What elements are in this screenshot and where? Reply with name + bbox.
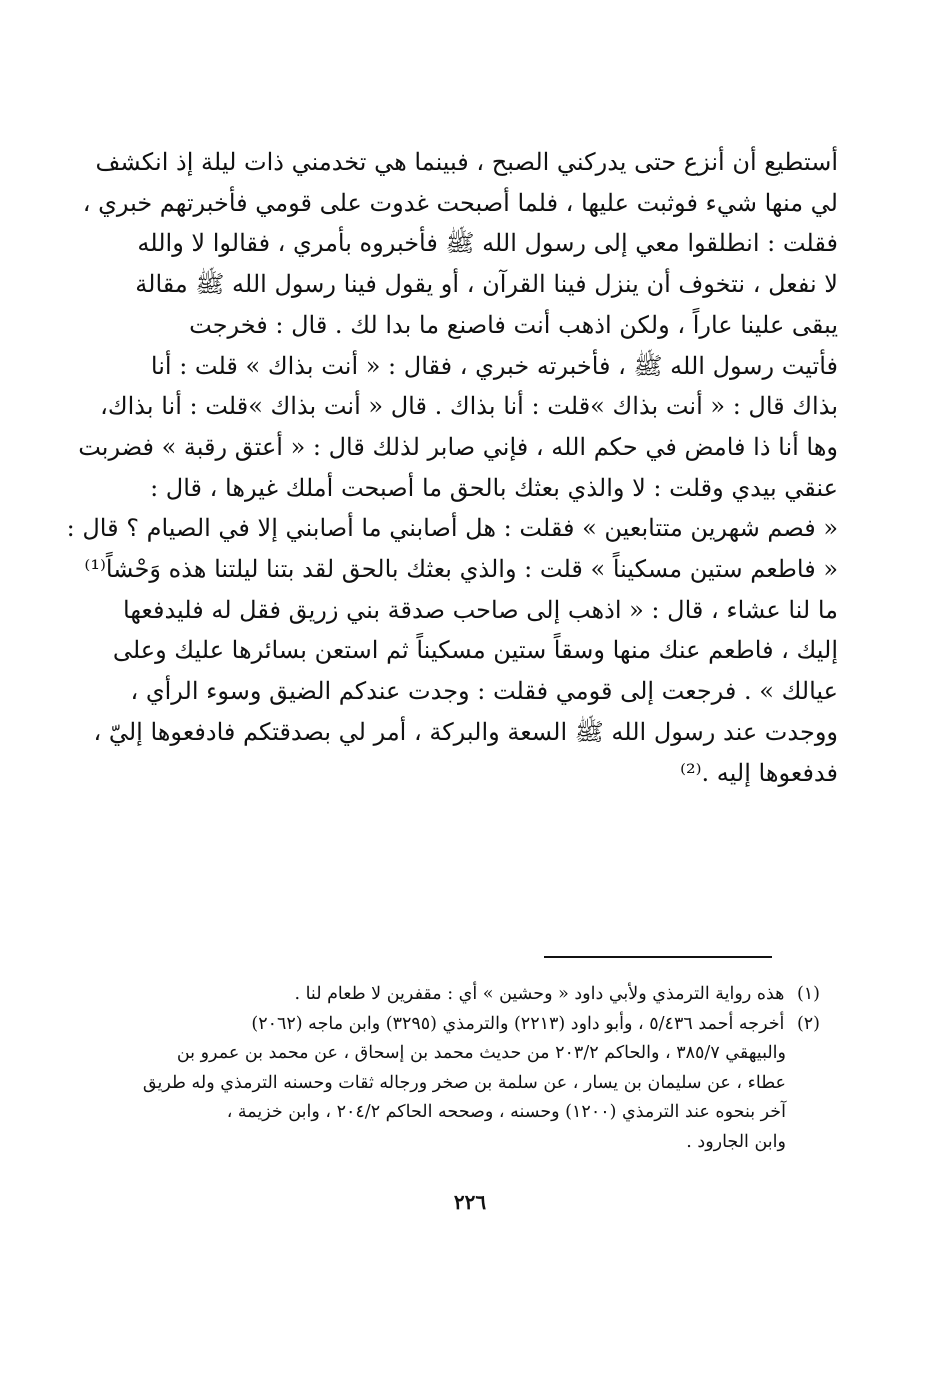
footnote-number: (١) — [796, 984, 820, 1004]
footnote-text: هذه رواية الترمذي ولأبي داود « وحشين » أي : مقفرين لا طعام لنا . — [294, 984, 785, 1004]
text-line: عيالك » . فرجعت إلى قومي فقلت : وجدت عندكم الضيق وسوء الرأي ، — [130, 677, 838, 706]
text-line: ما لنا عشاء ، قال : « اذهب إلى صاحب صدقة بني زريق فقل له فليدفعها — [123, 595, 838, 624]
footnote-separator — [544, 956, 772, 958]
text-line: « فاطعم ستين مسكيناً » قلت : والذي بعثك بالحق لقد بتنا ليلتنا هذه وَحْشاً⁽¹⁾ — [84, 555, 838, 584]
text-line: عنقي بيدي وقلت : لا والذي بعثك بالحق ما أصبحت أملك غيرها ، قال : — [150, 473, 838, 502]
main-text — [66, 142, 838, 793]
text-line: فأتيت رسول الله ﷺ ، فأخبرته خبري ، فقال : « أنت بذاك » قلت : أنا — [150, 351, 838, 380]
text-line: يبقى علينا عاراً ، ولكن اذهب أنت فاصنع ما بدا لك . قال : فخرجت — [189, 310, 838, 339]
text-line: فدفعوها إليه .⁽²⁾ — [680, 758, 838, 787]
page-number: ٢٢٦ — [453, 1190, 487, 1214]
text-line: « فصم شهرين متتابعين » فقلت : هل أصابني ما أصابني إلا في الصيام ؟ قال : — [66, 514, 838, 543]
text-line: ووجدت عند رسول الله ﷺ السعة والبركة ، أمر لي بصدقتكم فادفعوها إليّ ، — [93, 717, 838, 746]
footnote-continuation: والبيهقي ٣٨٥/٧ ، والحاكم ٢٠٣/٢ من حديث محمد بن إسحاق ، عن محمد بن عمرو بن — [176, 1043, 786, 1063]
footnote-2 — [104, 1010, 820, 1040]
text-line: فقلت : انطلقوا معي إلى رسول الله ﷺ فأخبروه بأمري ، فقالوا لا والله — [137, 229, 838, 258]
footnote-number: (٢) — [796, 1013, 820, 1034]
footnote-continuation: عطاء ، عن سليمان بن يسار ، عن سلمة بن صخر ورجاله ثقات وحسنه الترمذي وله طريق — [142, 1072, 786, 1093]
text-line: بذاك قال : « أنت بذاك »قلت : أنا بذاك . قال « أنت بذاك »قلت : أنا بذاك، — [100, 392, 838, 421]
text-line: أستطيع أن أنزع حتى يدركني الصبح ، فبينما هي تخدمني ذات ليلة إذ انكشف — [95, 148, 838, 176]
footnote-1 — [104, 980, 820, 1010]
text-line: لي منها شيء فوثبت عليها ، فلما أصبحت غدوت على قومي فأخبرتهم خبري ، — [82, 188, 838, 217]
text-line: لا نفعل ، نتخوف أن ينزل فينا القرآن ، أو يقول فينا رسول الله ﷺ مقالة — [135, 270, 838, 299]
footnote-continuation: آخر بنحوه عند الترمذي (١٢٠٠) وحسنه ، وصححه الحاكم ٢٠٤/٢ ، وابن خزيمة ، — [226, 1102, 786, 1122]
text-line: إليك ، فاطعم عنك منها وسقاً ستين مسكيناً ثم استعن بسائرها عليك وعلى — [112, 636, 838, 665]
text-line: وها أنا ذا فامض في حكم الله ، فإني صابر لذلك قال : « أعتق رقبة » فضربت — [78, 432, 838, 461]
footnotes — [104, 980, 820, 1157]
footnote-continuation: وابن الجارود . — [686, 1131, 786, 1152]
footnote-text: أخرجه أحمد ٥/٤٣٦ ، وأبو داود (٢٢١٣) والترمذي (٣٢٩٥) وابن ماجه (٢٠٦٢) — [251, 1013, 785, 1034]
